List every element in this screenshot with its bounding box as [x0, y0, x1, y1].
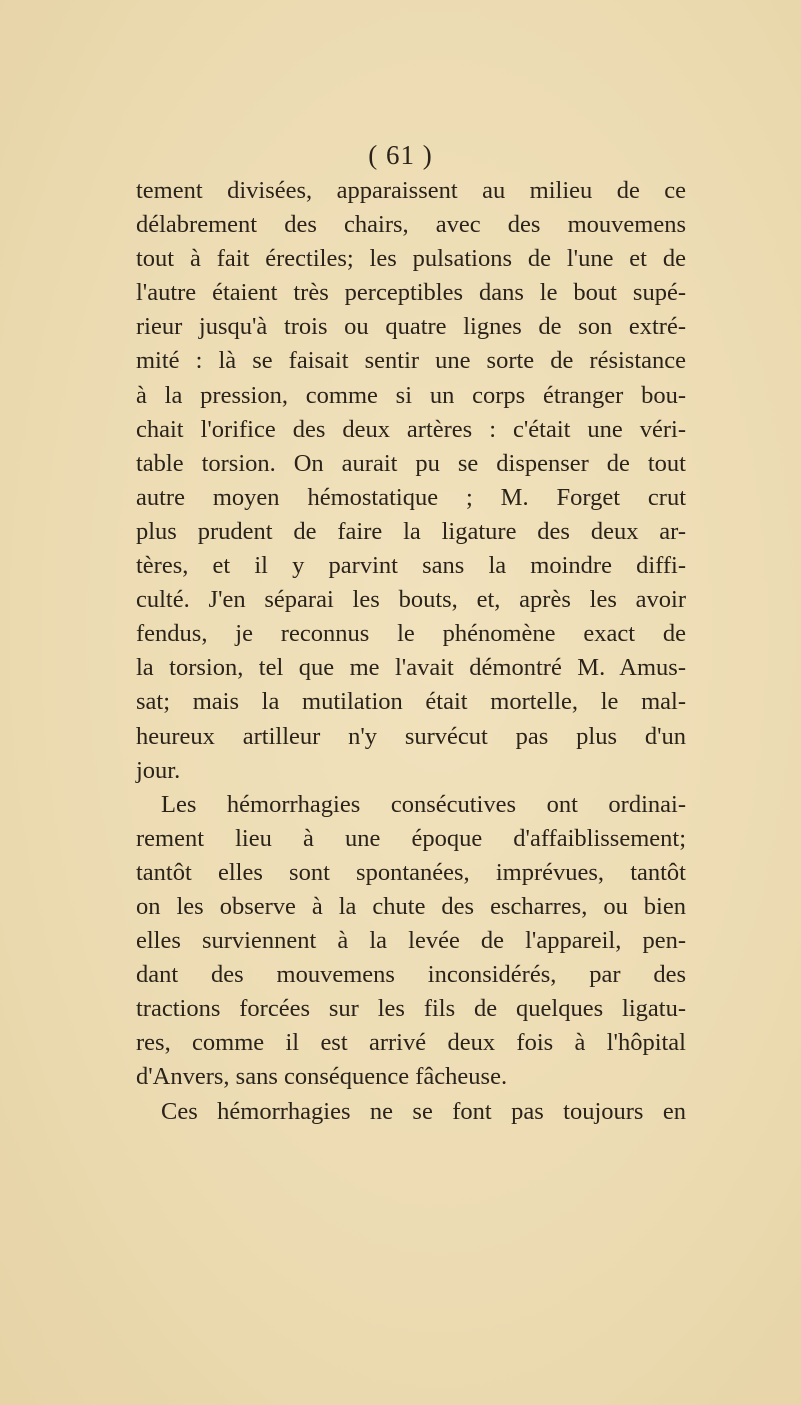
text-line: tement divisées, apparaissent au milieu de ce — [136, 177, 686, 204]
text-line: fendus, je reconnus le phénomène exact de — [136, 620, 686, 648]
text-line: tères, et il y parvint sans la moindre diffi- — [136, 552, 686, 580]
text-line: rieur jusqu'à trois ou quatre lignes de son extré- — [136, 313, 686, 341]
text-line: d'Anvers, sans conséquence fâcheuse. — [136, 1063, 508, 1091]
text-line: plus prudent de faire la ligature des deux ar- — [136, 517, 686, 545]
text-line: la torsion, tel que me l'avait démontré M. Amus- — [136, 654, 686, 682]
text-line: tout à fait érectiles; les pulsations de l'une et de — [136, 245, 686, 273]
paragraph-start-line: Ces hémorrhagies ne se font pas toujours en — [161, 1097, 686, 1125]
paragraph-start-line: Les hémorrhagies consécutives ont ordinai- — [161, 790, 686, 818]
text-line: res, comme il est arrivé deux fois à l'hôpital — [136, 1029, 686, 1057]
text-line: autre moyen hémostatique ; M. Forget crut — [136, 483, 686, 511]
text-line: rement lieu à une époque d'affaiblissement; — [136, 824, 686, 852]
text-line: l'autre étaient très perceptibles dans le bout supé- — [136, 279, 686, 307]
text-line: dant des mouvemens inconsidérés, par des — [136, 961, 686, 989]
text-line: on les observe à la chute des escharres, ou bien — [136, 892, 686, 920]
body-text — [136, 174, 686, 1129]
text-line: tractions forcées sur les fils de quelques ligatu- — [136, 995, 686, 1023]
text-line: heureux artilleur n'y survécut pas plus d'un — [136, 722, 686, 750]
text-line: tantôt elles sont spontanées, imprévues, tantôt — [136, 858, 686, 886]
page-number: ( 61 ) — [368, 140, 433, 170]
text-line: culté. J'en séparai les bouts, et, après les avoir — [136, 586, 686, 614]
text-line: à la pression, comme si un corps étranger bou- — [136, 381, 686, 409]
text-line: table torsion. On aurait pu se dispenser de tout — [136, 449, 686, 477]
text-line: chait l'orifice des deux artères : c'était une véri- — [136, 415, 686, 443]
text-line: mité : là se faisait sentir une sorte de résistance — [136, 347, 686, 375]
text-line: elles surviennent à la levée de l'appareil, pen- — [136, 927, 686, 955]
text-line: jour. — [136, 756, 181, 784]
text-line: sat; mais la mutilation était mortelle, le mal- — [136, 688, 686, 716]
text-line: délabrement des chairs, avec des mouvemens — [136, 211, 686, 239]
